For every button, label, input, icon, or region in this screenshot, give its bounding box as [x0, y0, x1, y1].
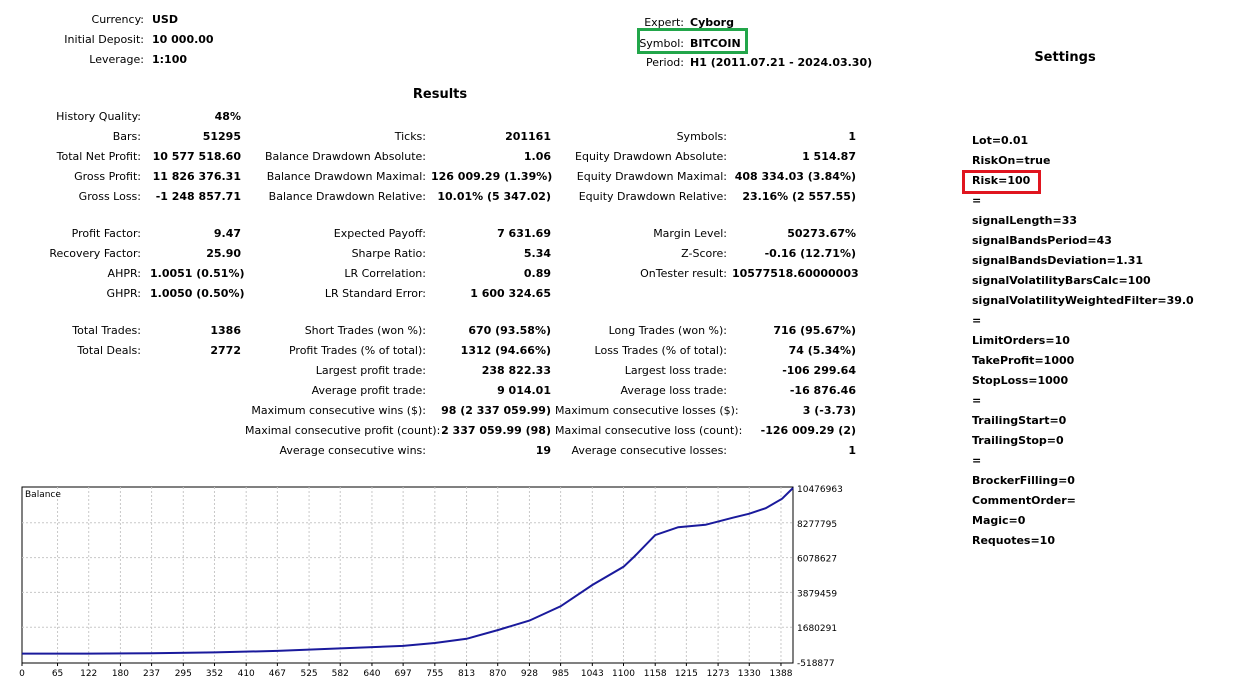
history-quality-value: 48% — [214, 110, 241, 123]
result-value: -106 299.64 — [782, 364, 856, 377]
deposit-value: 10 000.00 — [152, 33, 214, 46]
result-label: Balance Drawdown Maximal: — [266, 170, 426, 183]
y-tick-label: 1680291 — [797, 624, 838, 635]
result-value: 1 — [848, 444, 856, 457]
result-value: 716 (95.67%) — [773, 324, 856, 337]
result-label: Long Trades (won %): — [608, 324, 727, 337]
settings-item: TakeProfit=1000 — [972, 354, 1075, 367]
result-value: 1 514.87 — [802, 150, 856, 163]
expert-label: Expert: — [644, 16, 684, 29]
result-value: 126 009.29 (1.39%) — [431, 170, 553, 183]
currency-value: USD — [152, 13, 178, 26]
settings-item: LimitOrders=10 — [972, 334, 1070, 347]
settings-item: StopLoss=1000 — [972, 374, 1069, 387]
result-label: LR Correlation: — [344, 267, 426, 280]
settings-item: BrockerFilling=0 — [972, 474, 1075, 487]
settings-item: signalVolatilityWeightedFilter=39.0 — [972, 294, 1194, 307]
y-tick-label: -518877 — [797, 659, 835, 669]
x-tick-label: 640 — [363, 669, 381, 679]
x-tick-label: 755 — [426, 669, 444, 679]
result-value: 50273.67% — [787, 227, 856, 240]
x-tick-label: 985 — [552, 669, 570, 679]
settings-item: Lot=0.01 — [972, 134, 1029, 147]
x-tick-label: 525 — [300, 669, 318, 679]
result-label: Recovery Factor: — [49, 247, 141, 260]
history-quality-label: History Quality: — [56, 110, 141, 123]
settings-item: = — [972, 454, 982, 467]
settings-item: signalVolatilityBarsCalc=100 — [972, 274, 1151, 287]
result-label: Maximal consecutive profit (count): — [245, 424, 441, 437]
result-label: Z-Score: — [681, 247, 727, 260]
leverage-value: 1:100 — [152, 53, 188, 66]
result-value: 238 822.33 — [481, 364, 551, 377]
result-value: 25.90 — [206, 247, 241, 260]
x-tick-label: 295 — [174, 669, 192, 679]
x-tick-label: 180 — [111, 669, 130, 679]
result-label: Equity Drawdown Relative: — [578, 190, 727, 203]
settings-item: = — [972, 394, 982, 407]
symbol-label: Symbol: — [639, 37, 684, 50]
result-value: 10577518.60000003 — [732, 267, 859, 280]
result-value: 1.0050 (0.50%) — [150, 287, 245, 300]
settings-item: signalBandsDeviation=1.31 — [972, 254, 1144, 267]
result-label: Symbols: — [676, 130, 727, 143]
result-value: -1 248 857.71 — [155, 190, 241, 203]
result-label: Balance Drawdown Relative: — [268, 190, 426, 203]
result-label: Margin Level: — [653, 227, 727, 240]
x-tick-label: 0 — [19, 669, 25, 679]
result-label: Average profit trade: — [311, 384, 426, 397]
result-label: Loss Trades (% of total): — [594, 344, 727, 357]
result-label: Short Trades (won %): — [304, 324, 426, 337]
x-tick-label: 1043 — [580, 669, 604, 679]
x-tick-label: 1388 — [769, 669, 793, 679]
result-label: Bars: — [112, 130, 141, 143]
result-value: 2 337 059.99 (98) — [441, 424, 551, 437]
result-value: 1 600 324.65 — [470, 287, 551, 300]
result-value: 2772 — [210, 344, 241, 357]
x-tick-label: 870 — [489, 669, 507, 679]
y-tick-label: 10476963 — [797, 485, 843, 495]
x-tick-label: 1273 — [706, 669, 730, 679]
result-label: Maximum consecutive wins ($): — [251, 404, 426, 417]
result-value: 0.89 — [523, 267, 551, 280]
result-label: Ticks: — [394, 130, 426, 143]
result-value: 670 (93.58%) — [468, 324, 551, 337]
x-tick-label: 237 — [142, 669, 161, 679]
settings-item: Requotes=10 — [972, 534, 1055, 547]
symbol-value: BITCOIN — [690, 37, 741, 50]
chart-frame — [22, 487, 793, 663]
y-tick-label: 3879459 — [797, 589, 838, 600]
settings-item: signalBandsPeriod=43 — [972, 234, 1112, 247]
results-title: Results — [412, 87, 468, 102]
settings-item: = — [972, 194, 982, 207]
result-value: 11 826 376.31 — [152, 170, 241, 183]
result-label: Total Trades: — [72, 324, 141, 337]
result-value: -0.16 (12.71%) — [764, 247, 856, 260]
settings-item: signalLength=33 — [972, 214, 1078, 227]
period-value: H1 (2011.07.21 - 2024.03.30) — [690, 56, 873, 69]
result-value: -126 009.29 (2) — [760, 424, 856, 437]
result-value: 408 334.03 (3.84%) — [734, 170, 856, 183]
result-value: -16 876.46 — [789, 384, 856, 397]
settings-item: Risk=100 — [972, 174, 1031, 187]
settings-title: Settings — [1034, 50, 1096, 65]
result-value: 10 577 518.60 — [152, 150, 241, 163]
x-tick-label: 1215 — [674, 669, 698, 679]
x-tick-label: 928 — [520, 669, 539, 679]
x-tick-label: 582 — [331, 669, 349, 679]
result-label: OnTester result: — [640, 267, 727, 280]
result-label: Largest profit trade: — [315, 364, 426, 377]
settings-item: TrailingStart=0 — [972, 414, 1067, 427]
result-label: AHPR: — [107, 267, 141, 280]
result-label: Expected Payoff: — [333, 227, 426, 240]
settings-item: = — [972, 314, 982, 327]
result-value: 5.34 — [523, 247, 551, 260]
result-value: 74 (5.34%) — [788, 344, 856, 357]
result-value: 201161 — [505, 130, 551, 143]
result-label: Total Net Profit: — [56, 150, 141, 163]
result-value: 23.16% (2 557.55) — [742, 190, 856, 203]
result-value: 1.0051 (0.51%) — [150, 267, 245, 280]
expert-value: Cyborg — [690, 16, 734, 29]
x-tick-label: 1330 — [737, 669, 761, 679]
result-label: Largest loss trade: — [624, 364, 727, 377]
settings-item: CommentOrder= — [972, 494, 1076, 507]
result-label: GHPR: — [106, 287, 141, 300]
settings-item: Magic=0 — [972, 514, 1026, 527]
result-label: Equity Drawdown Maximal: — [576, 170, 727, 183]
result-value: 9 014.01 — [497, 384, 551, 397]
x-tick-label: 467 — [268, 669, 286, 679]
x-tick-label: 122 — [80, 669, 98, 679]
result-value: 10.01% (5 347.02) — [437, 190, 551, 203]
y-tick-label: 6078627 — [797, 554, 838, 565]
x-tick-label: 1100 — [612, 669, 635, 679]
result-value: 7 631.69 — [497, 227, 551, 240]
result-label: Balance Drawdown Absolute: — [264, 150, 426, 163]
x-tick-label: 697 — [394, 669, 412, 679]
result-value: 98 (2 337 059.99) — [441, 404, 551, 417]
result-label: Profit Trades (% of total): — [288, 344, 426, 357]
y-tick-label: 8277795 — [797, 519, 838, 530]
result-label: LR Standard Error: — [324, 287, 426, 300]
currency-label: Currency: — [91, 13, 144, 26]
x-tick-label: 813 — [457, 669, 476, 679]
result-label: Profit Factor: — [71, 227, 141, 240]
result-value: 1.06 — [523, 150, 551, 163]
x-tick-label: 65 — [51, 669, 64, 679]
result-label: Total Deals: — [77, 344, 141, 357]
result-value: 3 (-3.73) — [802, 404, 856, 417]
deposit-label: Initial Deposit: — [64, 33, 144, 46]
settings-item: TrailingStop=0 — [972, 434, 1064, 447]
result-value: 1 — [848, 130, 856, 143]
result-label: Equity Drawdown Absolute: — [575, 150, 727, 163]
x-tick-label: 352 — [205, 669, 224, 679]
x-tick-label: 410 — [237, 669, 255, 679]
result-label: Maximum consecutive losses ($): — [555, 404, 739, 417]
settings-item: RiskOn=true — [972, 154, 1051, 167]
result-value: 1312 (94.66%) — [460, 344, 551, 357]
result-value: 9.47 — [213, 227, 241, 240]
result-label: Sharpe Ratio: — [351, 247, 426, 260]
chart-title: Balance — [25, 490, 61, 500]
result-value: 51295 — [202, 130, 241, 143]
leverage-label: Leverage: — [89, 53, 144, 66]
period-label: Period: — [645, 56, 684, 69]
result-value: 1386 — [210, 324, 241, 337]
result-label: Average consecutive wins: — [279, 444, 426, 457]
result-label: Average consecutive losses: — [571, 444, 727, 457]
result-value: 19 — [535, 444, 551, 457]
result-label: Maximal consecutive loss (count): — [555, 424, 743, 437]
result-label: Gross Loss: — [78, 190, 141, 203]
result-label: Gross Profit: — [74, 170, 141, 183]
result-label: Average loss trade: — [620, 384, 727, 397]
x-tick-label: 1158 — [643, 669, 667, 679]
